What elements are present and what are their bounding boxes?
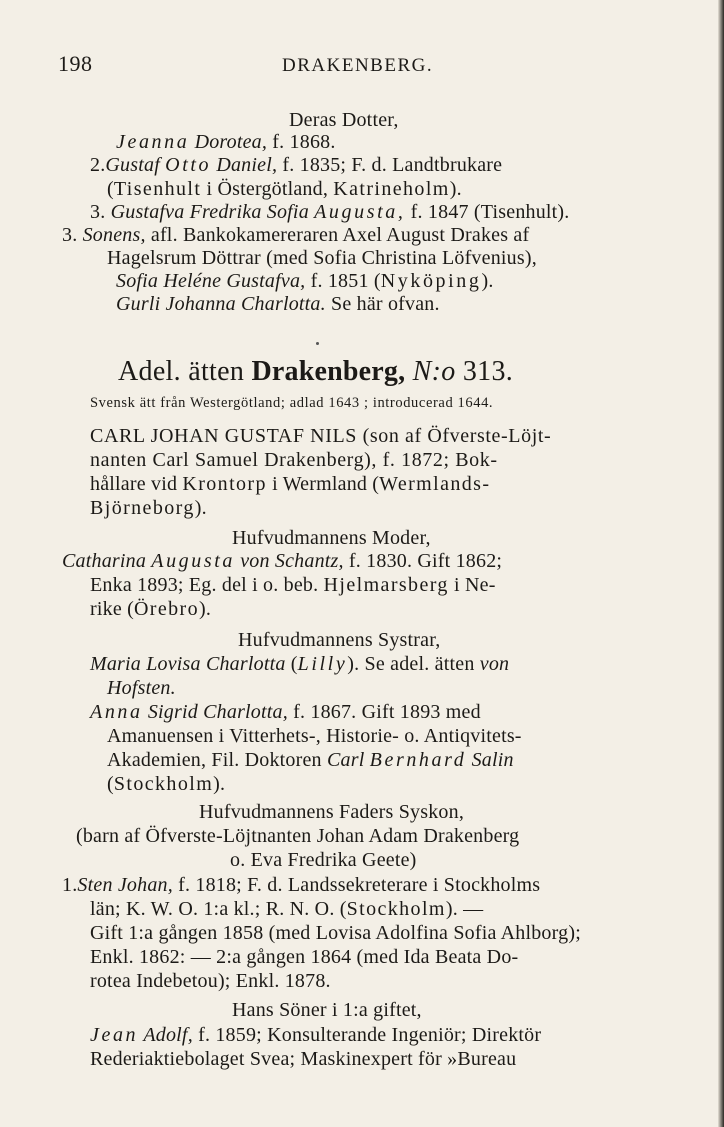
ornament-dot (316, 342, 319, 345)
text-line: CARL JOHAN GUSTAF NILS (son af Öfverste-Löjt- (90, 425, 552, 447)
page-number: 198 (58, 51, 93, 76)
text-line: Enkl. 1862: — 2:a gången 1864 (med Ida Beata Do- (90, 946, 519, 968)
text-line: Anna Sigrid Charlotta, f. 1867. Gift 1893 med (90, 701, 481, 723)
text-line: (Stockholm). (107, 773, 226, 795)
text-line: Maria Lovisa Charlotta (Lilly). Se adel. ätten von (90, 653, 510, 675)
text-line: Hufvudmannens Systrar, (238, 629, 441, 651)
text-line: Akademien, Fil. Doktoren Carl Bernhard Salin (107, 749, 514, 771)
section-subtitle: Svensk ätt från Westergötland; adlad 1643 ; introducerad 1644. (90, 395, 494, 411)
text-line: Hofsten. (107, 677, 176, 699)
text-line: Sofia Heléne Gustafva, f. 1851 (Nyköping). (116, 270, 494, 292)
text-line: Amanuensen i Vitterhets-, Historie- o. Antiqvitets- (107, 725, 522, 747)
text-line: Enka 1893; Eg. del i o. beb. Hjelmarsberg i Ne- (90, 574, 496, 596)
text-line: nanten Carl Samuel Drakenberg), f. 1872; Bok- (90, 449, 498, 471)
text-line: Hufvudmannens Faders Syskon, (199, 801, 465, 823)
text-line: Gift 1:a gången 1858 (med Lovisa Adolfina Sofia Ahlborg); (90, 922, 581, 944)
text-line: Catharina Augusta von Schantz, f. 1830. Gift 1862; (62, 550, 503, 572)
text-line: Gurli Johanna Charlotta. Se här ofvan. (116, 293, 440, 315)
text-line: (Tisenhult i Östergötland, Katrineholm). (107, 178, 462, 200)
text-line: Björneborg). (90, 497, 207, 519)
text-line: län; K. W. O. 1:a kl.; R. N. O. (Stockholm). — (90, 898, 484, 920)
text-line: 1.Sten Johan, f. 1818; F. d. Landssekreterare i Stockholms (62, 874, 541, 896)
text-line: 2.Gustaf Otto Daniel, f. 1835; F. d. Landtbrukare (90, 154, 503, 176)
text-line: Jean Adolf, f. 1859; Konsulterande Ingeniör; Direktör (90, 1024, 542, 1046)
text-line: o. Eva Fredrika Geete) (230, 849, 417, 871)
text-line: Hufvudmannens Moder, (232, 527, 431, 549)
text-line: (barn af Öfverste-Löjtnanten Johan Adam Drakenberg (76, 825, 520, 847)
text-line: 3. Gustafva Fredrika Sofia Augusta, f. 1847 (Tisenhult). (90, 201, 570, 223)
text-line: Hans Söner i 1:a giftet, (232, 999, 422, 1021)
text-line: rotea Indebetou); Enkl. 1878. (90, 970, 331, 992)
text-line: 3. Sonens, afl. Bankokamereraren Axel August Drakes af (62, 224, 530, 246)
text-line: Hagelsrum Döttrar (med Sofia Christina Löfvenius), (107, 247, 537, 269)
text-line: rike (Örebro). (90, 598, 212, 620)
page-edge (718, 0, 724, 1127)
running-title: DRAKENBERG. (282, 55, 434, 76)
section-title: Adel. ätten Drakenberg, N:o 313. (118, 356, 514, 387)
text-line: Jeanna Dorotea, f. 1868. (116, 131, 336, 153)
text-line: Rederiaktiebolaget Svea; Maskinexpert för »Bureau (90, 1048, 517, 1070)
text-line: hållare vid Krontorp i Wermland (Wermlands- (90, 473, 491, 495)
text-line: Deras Dotter, (289, 109, 399, 131)
